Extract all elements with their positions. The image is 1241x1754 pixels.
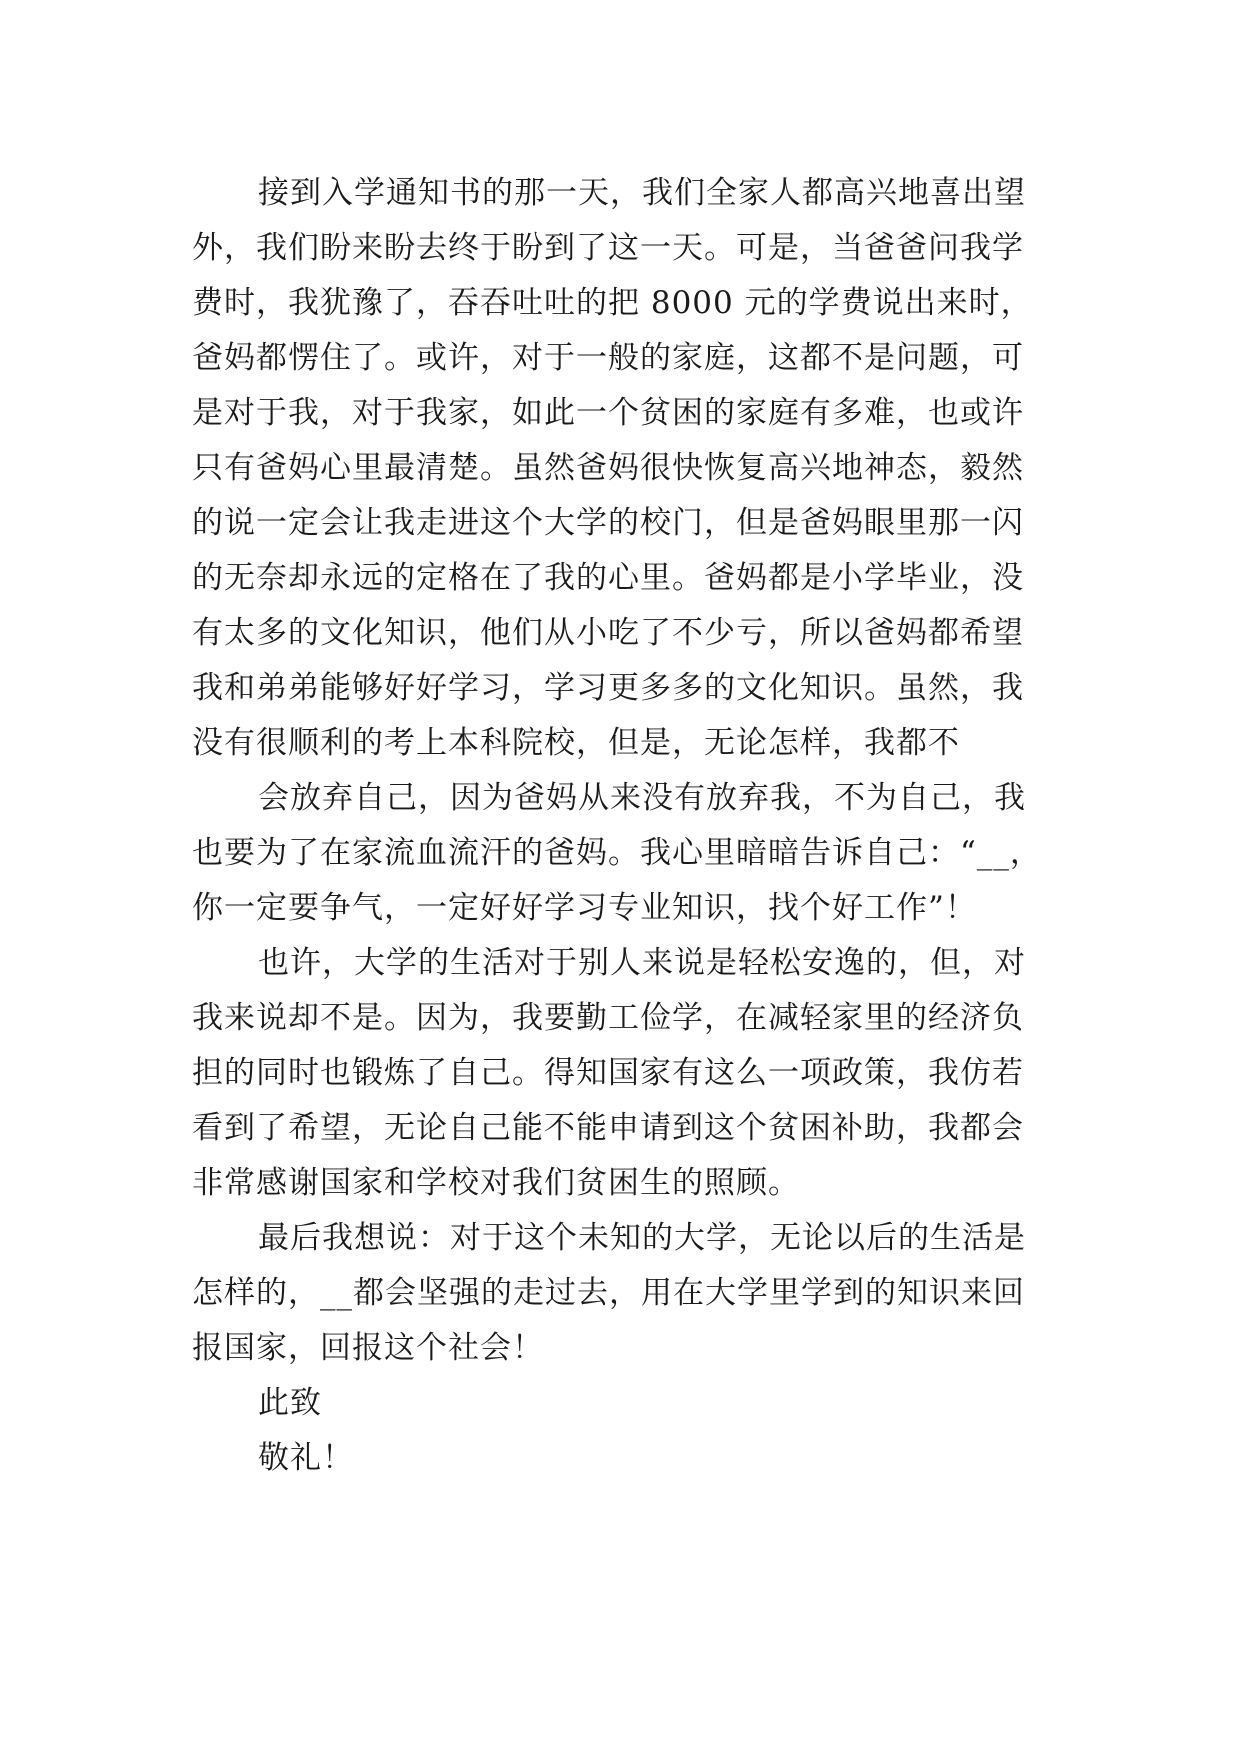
- text-line: 没有很顺利的考上本科院校，但是，无论怎样，我都不: [192, 725, 960, 761]
- text-line: 是对于我，对于我家，如此一个贫困的家庭有多难，也或许: [192, 395, 1024, 431]
- text-line: 会放弃自己，因为爸妈从来没有放弃我，不为自己，我: [258, 780, 1026, 816]
- text-line: 担的同时也锻炼了自己。得知国家有这么一项政策，我仿若: [192, 1055, 1024, 1091]
- text-line: 也要为了在家流血流汗的爸妈。我心里暗暗告诉自己：“__，: [192, 835, 1042, 871]
- text-line: 我来说却不是。因为，我要勤工俭学，在减轻家里的经济负: [192, 1000, 1024, 1036]
- text-line: 非常感谢国家和学校对我们贫困生的照顾。: [192, 1165, 800, 1201]
- letter-body: [192, 166, 1052, 1486]
- text-line: 你一定要争气，一定好好学习专业知识，找个好工作”！: [192, 890, 977, 926]
- text-line: 接到入学通知书的那一天，我们全家人都高兴地喜出望: [258, 175, 1026, 211]
- closing-regards: 敬礼！: [258, 1440, 354, 1476]
- text-line: 的说一定会让我走进这个大学的校门，但是爸妈眼里那一闪: [192, 505, 1024, 541]
- closing-salutation: 此致: [258, 1385, 322, 1421]
- text-line: 怎样的，__都会坚强的走过去，用在大学里学到的知识来回: [192, 1275, 1025, 1311]
- text-line: 爸妈都愣住了。或许，对于一般的家庭，这都不是问题，可: [192, 340, 1024, 376]
- text-line: 看到了希望，无论自己能不能申请到这个贫困补助，我都会: [192, 1110, 1024, 1146]
- text-line: 只有爸妈心里最清楚。虽然爸妈很快恢复高兴地神态，毅然: [192, 450, 1024, 486]
- text-line: 我和弟弟能够好好学习，学习更多多的文化知识。虽然，我: [192, 670, 1024, 706]
- text-line: 也许，大学的生活对于别人来说是轻松安逸的，但，对: [258, 945, 1026, 981]
- text-line: 费时，我犹豫了，吞吞吐吐的把 8000 元的学费说出来时，: [192, 285, 1033, 321]
- text-line: 外，我们盼来盼去终于盼到了这一天。可是，当爸爸问我学: [192, 230, 1024, 266]
- text-line: 的无奈却永远的定格在了我的心里。爸妈都是小学毕业，没: [192, 560, 1024, 596]
- text-line: 最后我想说：对于这个未知的大学，无论以后的生活是: [258, 1220, 1026, 1256]
- text-line: 报国家，回报这个社会！: [192, 1330, 544, 1366]
- text-line: 有太多的文化知识，他们从小吃了不少亏，所以爸妈都希望: [192, 615, 1024, 651]
